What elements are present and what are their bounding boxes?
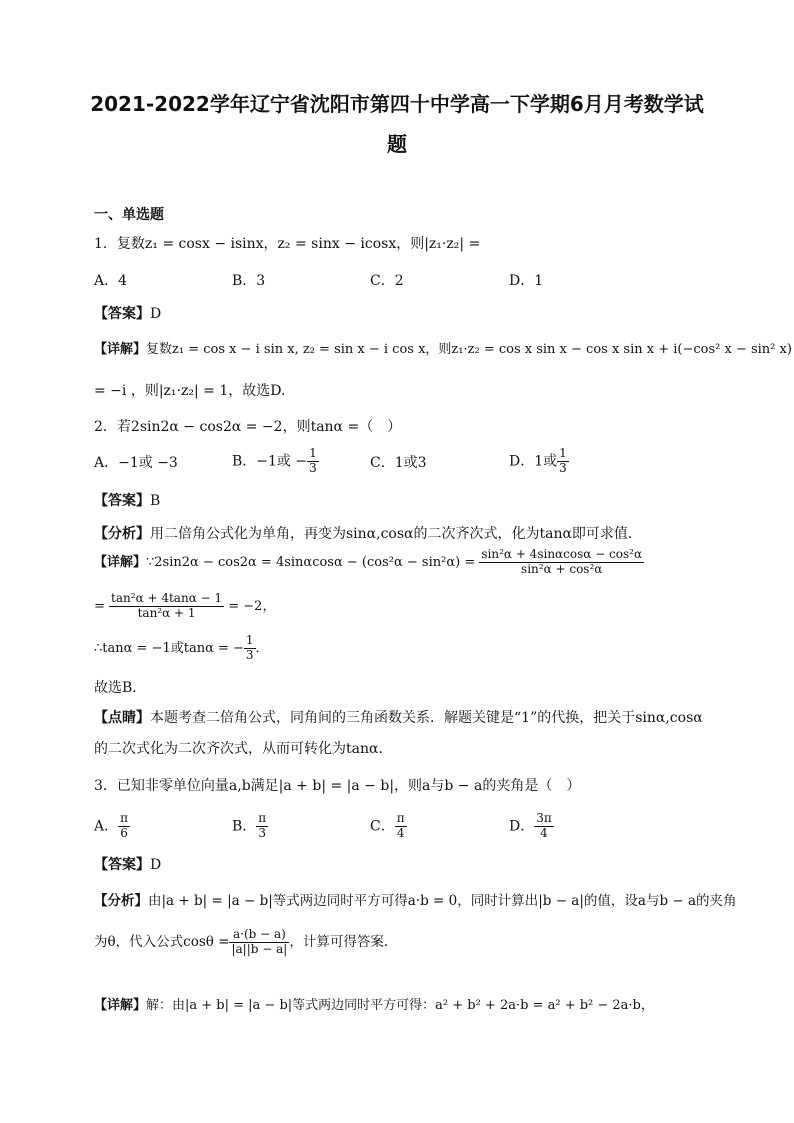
q3-analysis-line1 [94, 889, 737, 909]
question-3-stem: 3．已知非零单位向量a,b满足|a + b| = |a − b|，则a与b − a的夹角是（ ） [94, 778, 581, 794]
q1-option-c: C．2 [370, 273, 404, 289]
q3-answer-value: D [150, 857, 162, 873]
q3-analysis-line2: 为θ，代入公式cosθ = $\frac{a\cdot(b - a)}{|a||b - a|}$ ，计算可得答案. [94, 927, 389, 956]
q2-analysis-text: 用二倍角公式化为单角，再变为sinα,cosα的二次齐次式，化为tanα即可求值． [150, 526, 642, 542]
answer-label: 【答案】 [94, 857, 150, 873]
q3-detail-text: 解：由|a + b| = |a − b|等式两边同时平方可得：a² + b² + 2a·b = a² + b² − 2a·b， [146, 998, 654, 1013]
answer-label: 【答案】 [94, 306, 150, 322]
q2-detail-fraction-2: $\frac{\text{tan²α + 4tanα − 1}}{\text{tan²α + 1}}$ [111, 591, 223, 620]
q3-option-d-fraction: $\frac{3\pi}{4}$ [536, 811, 552, 840]
q1-answer [94, 303, 161, 323]
q3-option-c: C． $\frac{\pi}{4}$ [370, 811, 405, 840]
section-heading: 一、单选题 [94, 207, 164, 223]
q1-option-d: D．1 [509, 273, 544, 289]
q3-analysis-text1: 由|a + b| = |a − b|等式两边同时平方可得a·b = 0，同时计算出|b − a|的值，设a与b − a的夹角 [148, 893, 737, 909]
q2-comment-line1 [94, 707, 703, 727]
q3-option-d: D． $\frac{3\pi}{4}$ [509, 811, 552, 840]
q3-option-a: A． $\frac{\pi}{6}$ [94, 811, 129, 840]
question-1-stem: 1．复数z₁ = cosx − isinx，z₂ = sinx − icosx，则|z₁·z₂| = [94, 236, 481, 252]
q1-detail-text1: 复数z₁ = cos x − i sin x, z₂ = sin x − i cos x，则z₁·z₂ = cos x sin x − cos x sin x + i(−cos² x − sin² x) [146, 342, 792, 357]
q2-answer [94, 490, 160, 510]
answer-label: 【答案】 [94, 493, 150, 509]
q2-conclusion: 故选B． [94, 680, 147, 696]
q2-detail-fraction-1: $\frac{\text{sin²α + 4sinαcosα − cos²α}}{\text{sin²α + cos²α}}$ [481, 547, 643, 576]
q1-detail-line1 [94, 338, 792, 357]
q2-comment-text1: 本题考查二倍角公式，同角间的三角函数关系．解题关键是“1”的代换，把关于sinα,cosα [150, 710, 703, 726]
document-title-line1: 2021-2022学年辽宁省沈阳市第四十中学高一下学期6月月考数学试 [90, 92, 704, 116]
q2-analysis [94, 523, 642, 543]
q2-option-b-fraction: $\frac{1}{3}$ [309, 446, 317, 475]
q2-comment-line2: 的二次式化为二次齐次式，从而可转化为tanα． [94, 741, 393, 757]
analysis-label: 【分析】 [94, 526, 150, 542]
q2-answer-value: B [150, 493, 161, 509]
q3-option-a-fraction: $\frac{\pi}{6}$ [120, 811, 129, 840]
document-title-line2: 题 [387, 132, 407, 156]
q2-option-c: C．1或3 [370, 455, 427, 471]
q1-detail-line2: = −i ，则|z₁·z₂| = 1，故选D. [94, 383, 286, 399]
q3-option-b: B． $\frac{\pi}{3}$ [232, 811, 267, 840]
q2-detail-text1: ∵2sin2α − cos2α = 4sinαcosα − (cos²α − sin²α) = [146, 554, 476, 570]
detail-label: 【详解】 [94, 342, 147, 357]
detail-label: 【详解】 [94, 554, 147, 570]
q2-detail-fraction-3: $\frac{1}{3}$ [245, 633, 254, 662]
analysis-label: 【分析】 [94, 893, 148, 909]
q1-option-b: B．3 [232, 273, 266, 289]
q2-option-b-text: B．−1或 − [232, 453, 308, 470]
q2-detail-line2: = $\frac{\text{tan²α + 4tanα − 1}}{\text{tan²α + 1}}$ = −2， [94, 591, 276, 620]
q2-option-a: A．−1或 −3 [94, 455, 178, 471]
q2-detail-line1 [94, 548, 644, 577]
q3-detail [94, 994, 654, 1013]
q2-option-d-fraction: $\frac{1}{3}$ [559, 446, 567, 475]
q2-option-d [509, 447, 569, 476]
q3-analysis-fraction: $\frac{a\cdot(b - a)}{|a||b - a|}$ [231, 927, 288, 956]
q3-option-c-fraction: $\frac{\pi}{4}$ [396, 811, 405, 840]
comment-label: 【点睛】 [94, 710, 150, 726]
q2-option-d-text: D．1或 [509, 453, 558, 470]
q3-option-b-fraction: $\frac{\pi}{3}$ [258, 811, 267, 840]
q1-answer-value: D [150, 306, 162, 322]
q2-detail-line3: ∴tanα = −1或tanα = − $\frac{1}{3}$ ． [94, 633, 269, 662]
question-2-stem: 2．若2sin2α − cos2α = −2，则tanα =（ ） [94, 419, 402, 435]
q2-option-b [232, 447, 319, 476]
q1-option-a: A．4 [94, 273, 128, 289]
q3-answer [94, 854, 161, 874]
detail-label: 【详解】 [94, 998, 147, 1013]
